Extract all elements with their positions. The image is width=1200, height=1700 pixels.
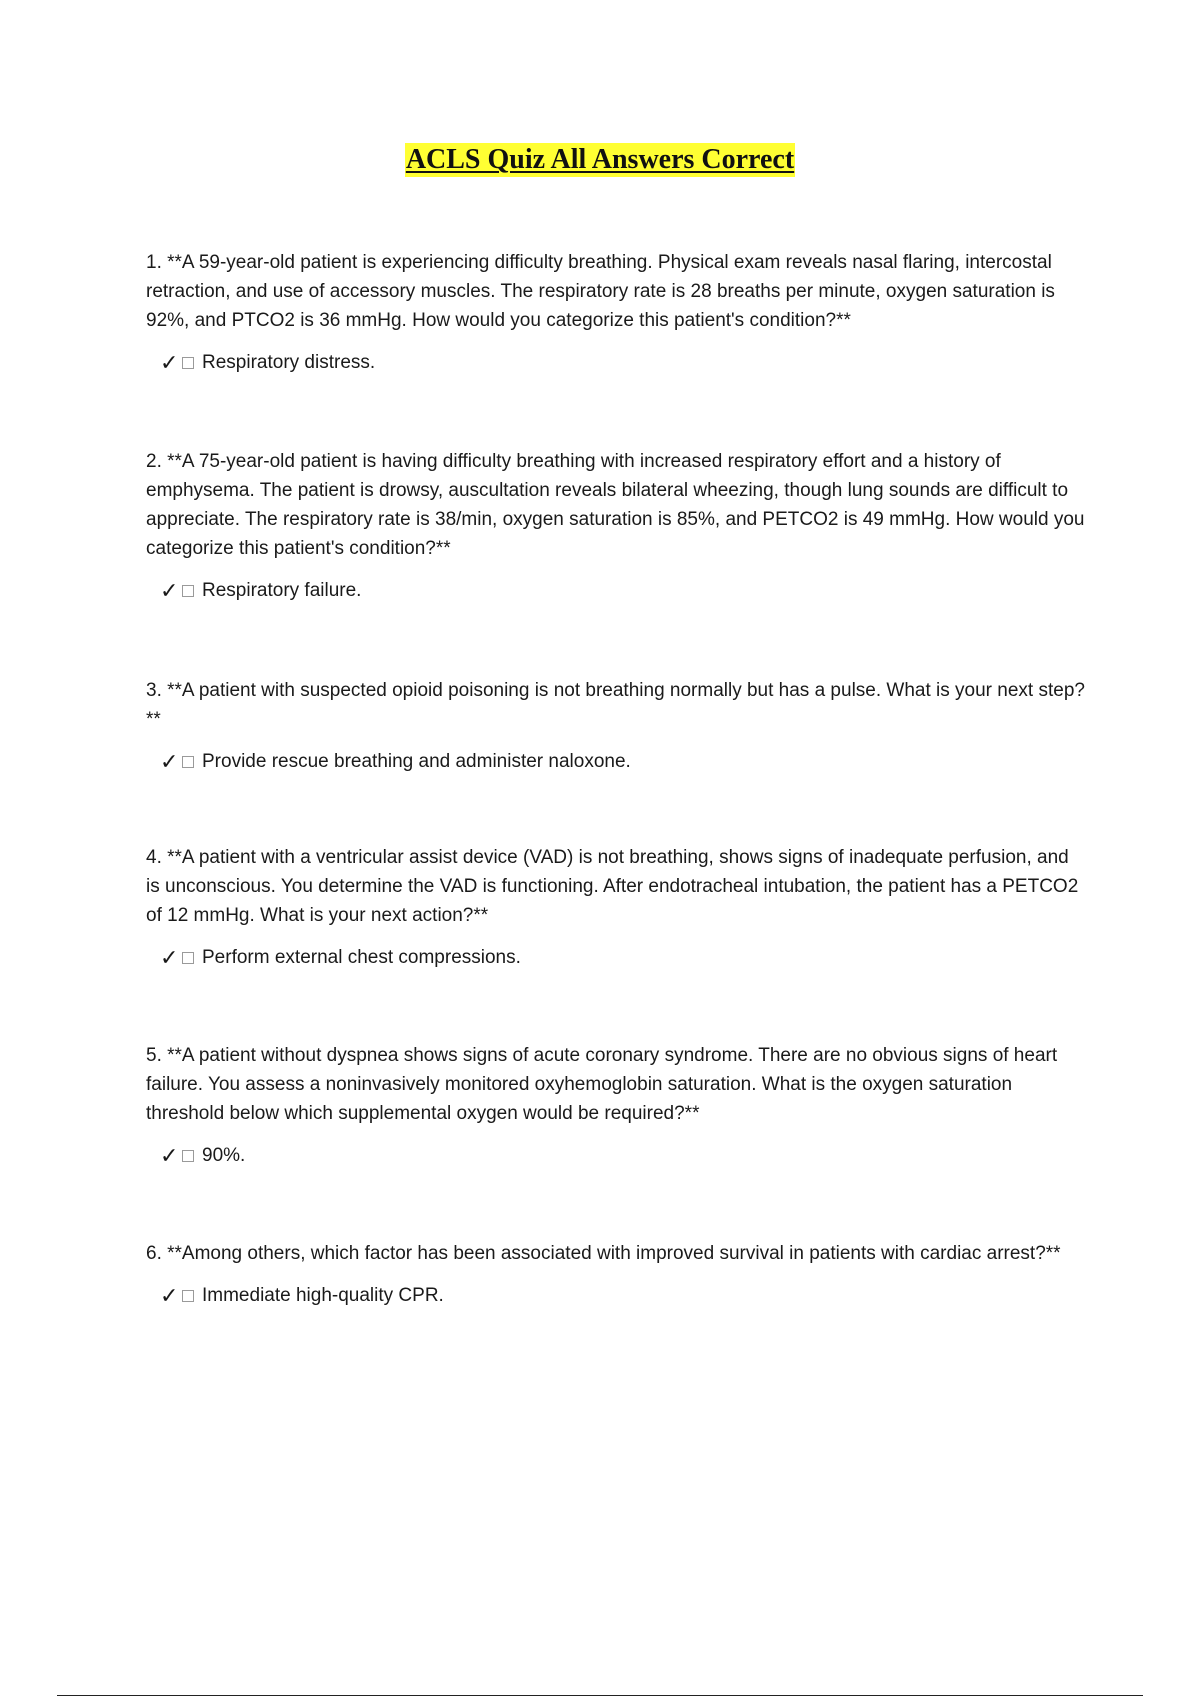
checkbox-icon (182, 952, 194, 964)
question-text: 3. **A patient with suspected opioid poisoning is not breathing normally but has a pulse. What is your next step?** (146, 680, 1085, 730)
footer-rule (57, 1695, 1143, 1696)
question-block-5 (146, 1041, 1086, 1170)
answer-row (160, 1142, 1086, 1170)
answer-text: Respiratory distress. (202, 352, 376, 373)
question-block-4 (146, 843, 1086, 972)
checkmark-icon: ✓ (160, 578, 179, 603)
answer-row (160, 577, 1086, 605)
question-text: 5. **A patient without dyspnea shows signs of acute coronary syndrome. There are no obvious signs of heart failure. You assess a noninvasively monitored oxyhemoglobin saturation. What is the oxygen saturation threshold below which supplemental oxygen would be required?** (146, 1045, 1058, 1124)
checkbox-icon (182, 1290, 194, 1302)
checkbox-icon (182, 1150, 194, 1162)
checkmark-icon: ✓ (160, 945, 179, 970)
answer-row (160, 1282, 1086, 1310)
checkbox-icon (182, 357, 194, 369)
answer-row (160, 349, 1086, 377)
answer-text: Respiratory failure. (202, 580, 362, 601)
question-text: 4. **A patient with a ventricular assist device (VAD) is not breathing, shows signs of inadequate perfusion, and is unconscious. You determine the VAD is functioning. After endotracheal intubation, the patient has a PETCO2 of 12 mmHg. What is your next action?** (146, 847, 1079, 926)
checkmark-icon: ✓ (160, 1283, 179, 1308)
answer-row (160, 748, 1086, 776)
answer-text: Perform external chest compressions. (202, 947, 521, 968)
question-block-3 (146, 676, 1086, 776)
question-block-6 (146, 1239, 1086, 1310)
answer-text: 90%. (202, 1145, 246, 1166)
checkmark-icon: ✓ (160, 350, 179, 375)
checkmark-icon: ✓ (160, 1143, 179, 1168)
document-title: ACLS Quiz All Answers Correct (405, 144, 795, 175)
answer-row (160, 944, 1086, 972)
answer-text: Provide rescue breathing and administer naloxone. (202, 751, 631, 772)
checkbox-icon (182, 585, 194, 597)
question-block-2 (146, 447, 1086, 605)
question-text: 2. **A 75-year-old patient is having difficulty breathing with increased respiratory effort and a history of emphysema. The patient is drowsy, auscultation reveals bilateral wheezing, though lung sounds are difficult to appreciate. The respiratory rate is 38/min, oxygen saturation is 85%, and PETCO2 is 49 mmHg. How would you categorize this patient's condition?** (146, 451, 1085, 559)
question-text: 1. **A 59-year-old patient is experiencing difficulty breathing. Physical exam reveals nasal flaring, intercostal retraction, and use of accessory muscles. The respiratory rate is 28 breaths per minute, oxygen saturation is 92%, and PTCO2 is 36 mmHg. How would you categorize this patient's condition?** (146, 252, 1055, 331)
checkmark-icon: ✓ (160, 749, 179, 774)
checkbox-icon (182, 756, 194, 768)
title-wrap (0, 143, 1200, 177)
question-text: 6. **Among others, which factor has been associated with improved survival in patients with cardiac arrest?** (146, 1243, 1061, 1264)
answer-text: Immediate high-quality CPR. (202, 1285, 444, 1306)
question-block-1 (146, 248, 1086, 377)
